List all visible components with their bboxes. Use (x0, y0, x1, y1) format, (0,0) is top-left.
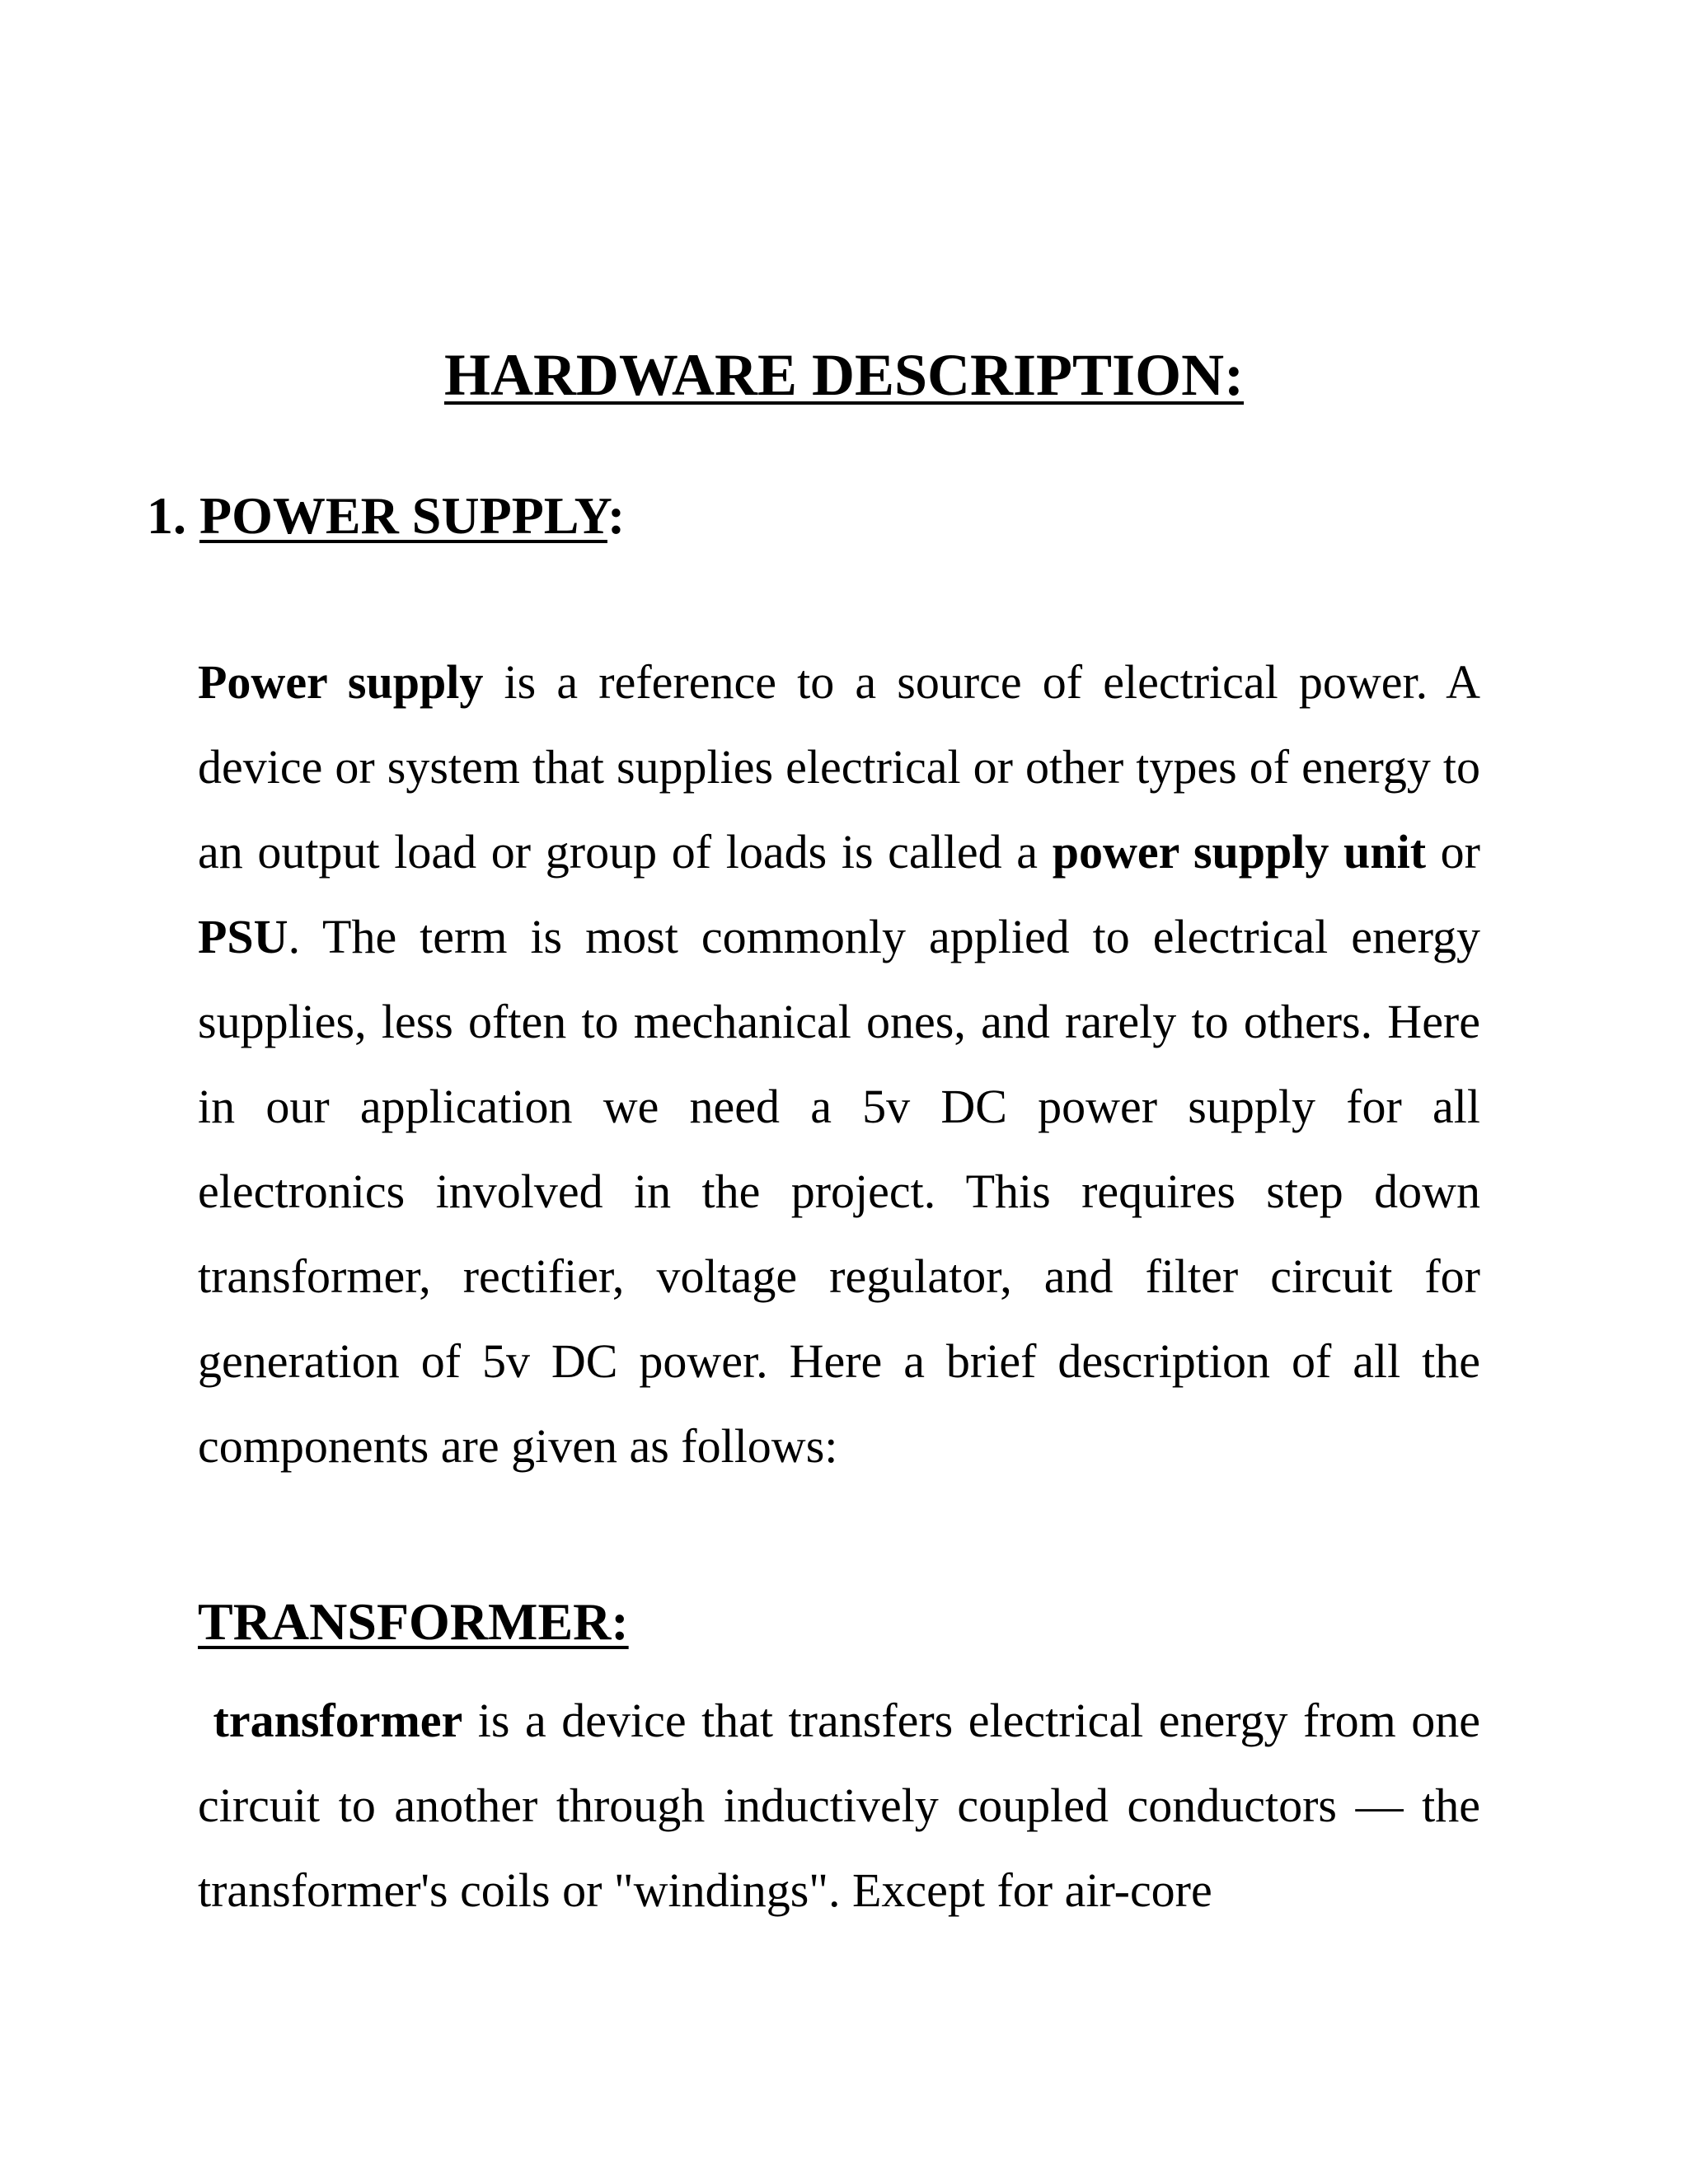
transformer-paragraph (198, 1678, 1480, 1933)
section-title-colon: : (607, 486, 626, 545)
power-supply-paragraph (198, 640, 1480, 1488)
term-psu: PSU (198, 910, 288, 963)
transformer-heading-text: TRANSFORMER: (198, 1592, 629, 1651)
term-power-supply-unit: power supply unit (1052, 825, 1427, 879)
term-power-supply: Power supply (198, 655, 484, 709)
transformer-heading (198, 1589, 629, 1655)
section-number: 1. (147, 486, 186, 545)
section-title: POWER SUPPLY (199, 486, 607, 545)
page-title (0, 338, 1688, 412)
paragraph-text-1: is a reference to a source of electrical power. A device or system that supplies electrical or other types of energy to an output load or group of loads is called a (198, 655, 1480, 879)
transformer-paragraph-text: is a device that transfers electrical energy from one circuit to another through inductively coupled conductors — the transformer's coils or "windings". Except for air-core (198, 1694, 1480, 1917)
paragraph-text-3: . The term is most commonly applied to electrical energy supplies, less often to mechanical ones, and rarely to others. Here in our application we need a 5v DC power supply for all electronics involved in the project. This requires step down transformer, rectifier, voltage regulator, and filter circuit for generation of 5v DC power. Here a brief description of all the components are given as follows: (198, 910, 1480, 1473)
term-transformer: transformer (213, 1694, 463, 1747)
paragraph-text-2: or (1426, 825, 1480, 879)
section-heading-power-supply (147, 483, 625, 549)
page-title-text: HARDWARE DESCRIPTION: (443, 342, 1245, 408)
